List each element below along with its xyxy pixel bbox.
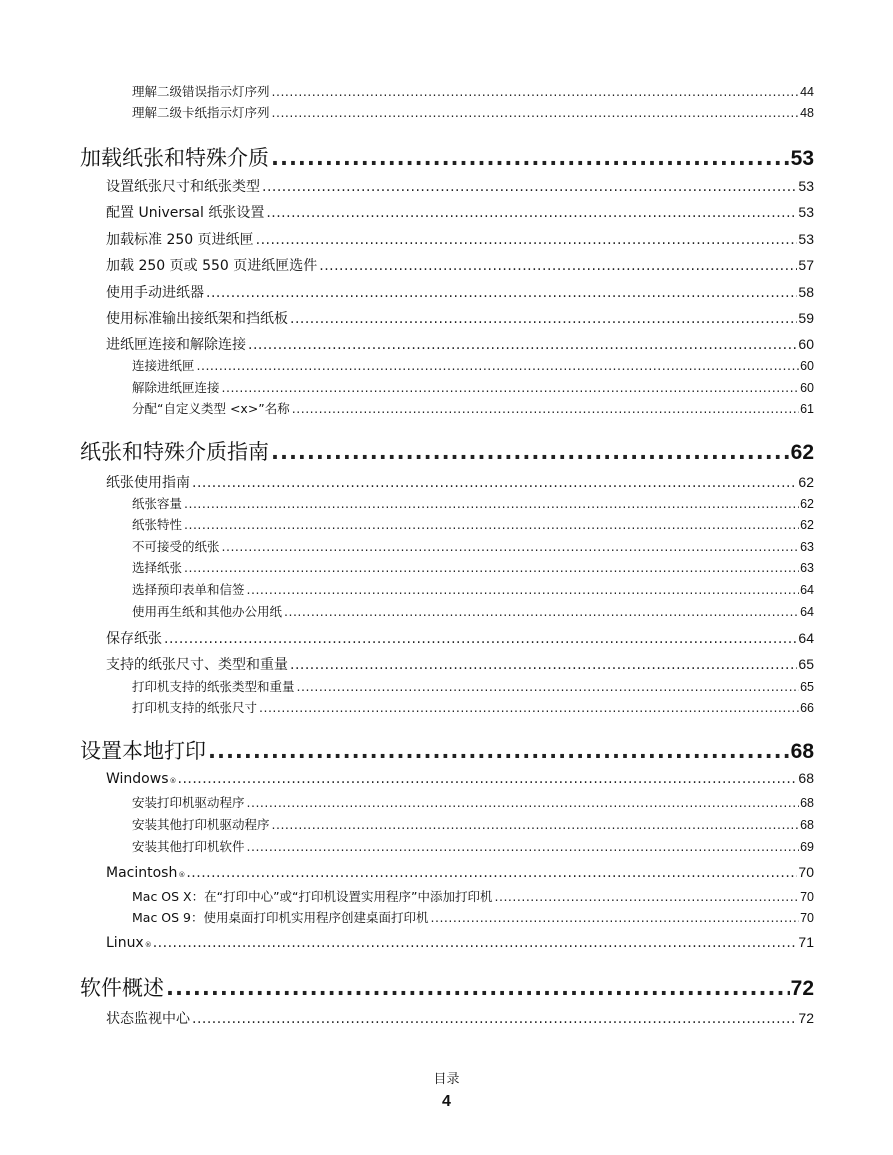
toc-page-number: 71 bbox=[798, 934, 814, 950]
toc-page-number: 70 bbox=[800, 911, 814, 925]
toc-page-number: 62 bbox=[798, 474, 814, 490]
toc-chapter-entry[interactable] bbox=[80, 972, 814, 1002]
toc-entry-title: 选择纸张 bbox=[132, 560, 183, 575]
toc-entry-title: 不可接受的纸张 bbox=[132, 539, 220, 554]
toc-page-number: 59 bbox=[798, 310, 814, 326]
dot-leader bbox=[184, 496, 799, 511]
toc-entry-title: 安装打印机驱动程序 bbox=[132, 795, 245, 810]
toc-entry-title: 纸张和特殊介质指南 bbox=[80, 440, 269, 464]
dot-leader bbox=[186, 865, 797, 881]
toc-page-number: 61 bbox=[800, 402, 814, 416]
dot-leader bbox=[259, 700, 799, 715]
toc-subsection-entry[interactable] bbox=[132, 558, 814, 576]
dot-leader bbox=[272, 105, 800, 120]
toc-subsection-entry[interactable] bbox=[132, 815, 814, 833]
toc-page-number: 68 bbox=[800, 796, 814, 810]
toc-entry-title: 进纸匣连接和解除连接 bbox=[106, 337, 246, 353]
dot-leader bbox=[271, 146, 790, 170]
dot-leader bbox=[206, 285, 797, 301]
dot-leader bbox=[248, 337, 797, 353]
toc-subsection-entry[interactable] bbox=[132, 356, 814, 374]
toc-page-number: 65 bbox=[798, 656, 814, 672]
toc-entry-title: 使用再生纸和其他办公用纸 bbox=[132, 604, 283, 619]
toc-subsection-entry[interactable] bbox=[132, 602, 814, 620]
toc-section-entry[interactable]: Windows ® ..... 68 bbox=[106, 770, 814, 787]
toc-page-number: 65 bbox=[800, 680, 814, 694]
dot-leader bbox=[247, 839, 800, 854]
toc-page-number: 69 bbox=[800, 840, 814, 854]
toc-entry-title: 设置纸张尺寸和纸张类型 bbox=[106, 179, 260, 195]
dot-leader bbox=[271, 440, 790, 464]
toc-entry-title: 打印机支持的纸张类型和重量 bbox=[132, 679, 295, 694]
toc-page-number: 72 bbox=[790, 977, 814, 1000]
dot-leader bbox=[272, 817, 800, 832]
toc-chapter-entry[interactable] bbox=[80, 735, 814, 765]
toc-section-entry[interactable] bbox=[106, 176, 814, 196]
toc-chapter-entry[interactable] bbox=[80, 142, 814, 172]
toc-entry-title: Macintosh bbox=[106, 865, 178, 881]
toc-entry-title: 打印机支持的纸张尺寸 bbox=[132, 700, 258, 715]
toc-page-number: 72 bbox=[798, 1010, 814, 1026]
toc-section-entry[interactable] bbox=[106, 472, 814, 492]
dot-leader bbox=[266, 205, 797, 221]
dot-leader bbox=[192, 1011, 797, 1027]
dot-leader bbox=[272, 84, 800, 99]
toc-entry-title: 保存纸张 bbox=[106, 631, 162, 647]
dot-leader bbox=[184, 560, 799, 575]
toc-page-number: 68 bbox=[790, 740, 814, 763]
toc-entry-title: 加载标准 250 页进纸匣 bbox=[106, 232, 254, 248]
toc-entry-title: 理解二级错误指示灯序列 bbox=[132, 84, 270, 99]
toc-page-number: 62 bbox=[800, 518, 814, 532]
toc-entry-title: 使用标准输出接纸架和挡纸板 bbox=[106, 311, 288, 327]
toc-section-entry[interactable] bbox=[106, 334, 814, 354]
toc-section-entry[interactable] bbox=[106, 1008, 814, 1028]
dot-leader bbox=[178, 771, 798, 787]
toc-page-number: 62 bbox=[800, 497, 814, 511]
toc-page-number: 70 bbox=[798, 864, 814, 880]
dot-leader bbox=[222, 539, 800, 554]
toc-entry-title: Mac OS X：在“打印中心”或“打印机设置实用程序”中添加打印机 bbox=[132, 889, 493, 904]
dot-leader bbox=[222, 380, 800, 395]
toc-page-number: 64 bbox=[800, 605, 814, 619]
toc-entry-title: Linux bbox=[106, 935, 144, 951]
toc-page-number: 64 bbox=[798, 630, 814, 646]
dot-leader bbox=[256, 232, 798, 248]
toc-page-number: 60 bbox=[800, 381, 814, 395]
dot-leader bbox=[495, 889, 800, 904]
dot-leader bbox=[153, 935, 798, 951]
toc-subsection-entry[interactable] bbox=[132, 793, 814, 811]
toc-page-number: 68 bbox=[798, 770, 814, 786]
toc-entry-title: 分配“自定义类型 <x>”名称 bbox=[132, 401, 290, 416]
toc-page-number: 48 bbox=[800, 106, 814, 120]
toc-entry-title: 配置 Universal 纸张设置 bbox=[106, 205, 265, 221]
toc-subsection-entry[interactable] bbox=[132, 103, 814, 121]
toc-page-number: 60 bbox=[800, 359, 814, 373]
toc-subsection-entry[interactable] bbox=[132, 378, 814, 396]
toc-page-number: 53 bbox=[798, 204, 814, 220]
toc-section-entry[interactable]: Macintosh ® ..... 70 bbox=[106, 864, 814, 881]
toc-entry-title: 安装其他打印机软件 bbox=[132, 839, 245, 854]
toc-page-number: 53 bbox=[798, 231, 814, 247]
dot-leader bbox=[247, 795, 800, 810]
dot-leader bbox=[184, 517, 799, 532]
toc-entry-title: 纸张特性 bbox=[132, 517, 183, 532]
dot-leader bbox=[192, 475, 797, 491]
dot-leader bbox=[247, 582, 800, 597]
dot-leader bbox=[262, 179, 797, 195]
toc-entry-title: 理解二级卡纸指示灯序列 bbox=[132, 105, 270, 120]
dot-leader bbox=[164, 631, 797, 647]
toc-page-number: 66 bbox=[800, 701, 814, 715]
toc-entry-title: 加载纸张和特殊介质 bbox=[80, 146, 269, 170]
footer-section-label: 目录 bbox=[433, 1072, 460, 1087]
toc-subsection-entry[interactable] bbox=[132, 887, 814, 905]
toc-entry-title: 软件概述 bbox=[80, 976, 164, 1000]
toc-page-number: 63 bbox=[800, 540, 814, 554]
dot-leader bbox=[297, 679, 800, 694]
toc-section-entry[interactable] bbox=[106, 282, 814, 302]
toc-subsection-entry[interactable] bbox=[132, 580, 814, 598]
toc-entry-title: Windows bbox=[106, 771, 169, 787]
toc-subsection-entry[interactable] bbox=[132, 677, 814, 695]
toc-chapter-entry[interactable] bbox=[80, 436, 814, 466]
dot-leader bbox=[208, 739, 790, 763]
dot-leader bbox=[284, 604, 799, 619]
toc-section-entry[interactable] bbox=[106, 628, 814, 648]
toc-subsection-entry[interactable] bbox=[132, 399, 814, 417]
footer-page-number: 4 bbox=[442, 1093, 451, 1110]
toc-subsection-entry[interactable] bbox=[132, 515, 814, 533]
toc-entry-title: Mac OS 9：使用桌面打印机实用程序创建桌面打印机 bbox=[132, 910, 429, 925]
toc-entry-title: 纸张容量 bbox=[132, 496, 183, 511]
toc-section-entry[interactable]: Linux ® ..... 71 bbox=[106, 934, 814, 951]
toc-section-entry[interactable] bbox=[106, 654, 814, 674]
toc-subsection-entry[interactable] bbox=[132, 698, 814, 716]
toc-section-entry[interactable] bbox=[106, 202, 814, 222]
toc-page-number: 63 bbox=[800, 561, 814, 575]
toc-entry-title: 解除进纸匣连接 bbox=[132, 380, 220, 395]
toc-page-number: 62 bbox=[790, 441, 814, 464]
toc-entry-title: 加载 250 页或 550 页进纸匣选件 bbox=[106, 258, 318, 274]
toc-page-number: 57 bbox=[798, 257, 814, 273]
toc-page-number: 44 bbox=[800, 85, 814, 99]
toc-entry-title: 设置本地打印 bbox=[80, 739, 206, 763]
toc-entry-title: 使用手动进纸器 bbox=[106, 285, 204, 301]
dot-leader bbox=[319, 258, 797, 274]
dot-leader bbox=[166, 976, 790, 1000]
toc-entry-title: 选择预印表单和信签 bbox=[132, 582, 245, 597]
toc-entry-title: 安装其他打印机驱动程序 bbox=[132, 817, 270, 832]
toc-subsection-entry[interactable] bbox=[132, 494, 814, 512]
toc-page-number: 68 bbox=[800, 818, 814, 832]
dot-leader bbox=[290, 657, 797, 673]
toc-page-number: 53 bbox=[798, 178, 814, 194]
toc-subsection-entry[interactable] bbox=[132, 908, 814, 926]
toc-section-entry[interactable] bbox=[106, 229, 814, 249]
toc-entry-title: 纸张使用指南 bbox=[106, 475, 190, 491]
dot-leader bbox=[431, 910, 800, 925]
dot-leader bbox=[292, 401, 799, 416]
toc-subsection-entry[interactable] bbox=[132, 82, 814, 100]
toc-entry-title: 支持的纸张尺寸、类型和重量 bbox=[106, 657, 288, 673]
toc-page-number: 58 bbox=[798, 284, 814, 300]
toc-entry-title: 连接进纸匣 bbox=[132, 358, 195, 373]
dot-leader bbox=[197, 358, 800, 373]
toc-subsection-entry[interactable] bbox=[132, 837, 814, 855]
toc-section-entry[interactable] bbox=[106, 308, 814, 328]
toc-entry-title: 状态监视中心 bbox=[106, 1011, 190, 1027]
toc-subsection-entry[interactable] bbox=[132, 537, 814, 555]
toc-page-number: 60 bbox=[798, 336, 814, 352]
toc-page-number: 70 bbox=[800, 890, 814, 904]
toc-section-entry[interactable] bbox=[106, 255, 814, 275]
dot-leader bbox=[290, 311, 797, 327]
toc-page-number: 64 bbox=[800, 583, 814, 597]
toc-page-number: 53 bbox=[790, 147, 814, 170]
